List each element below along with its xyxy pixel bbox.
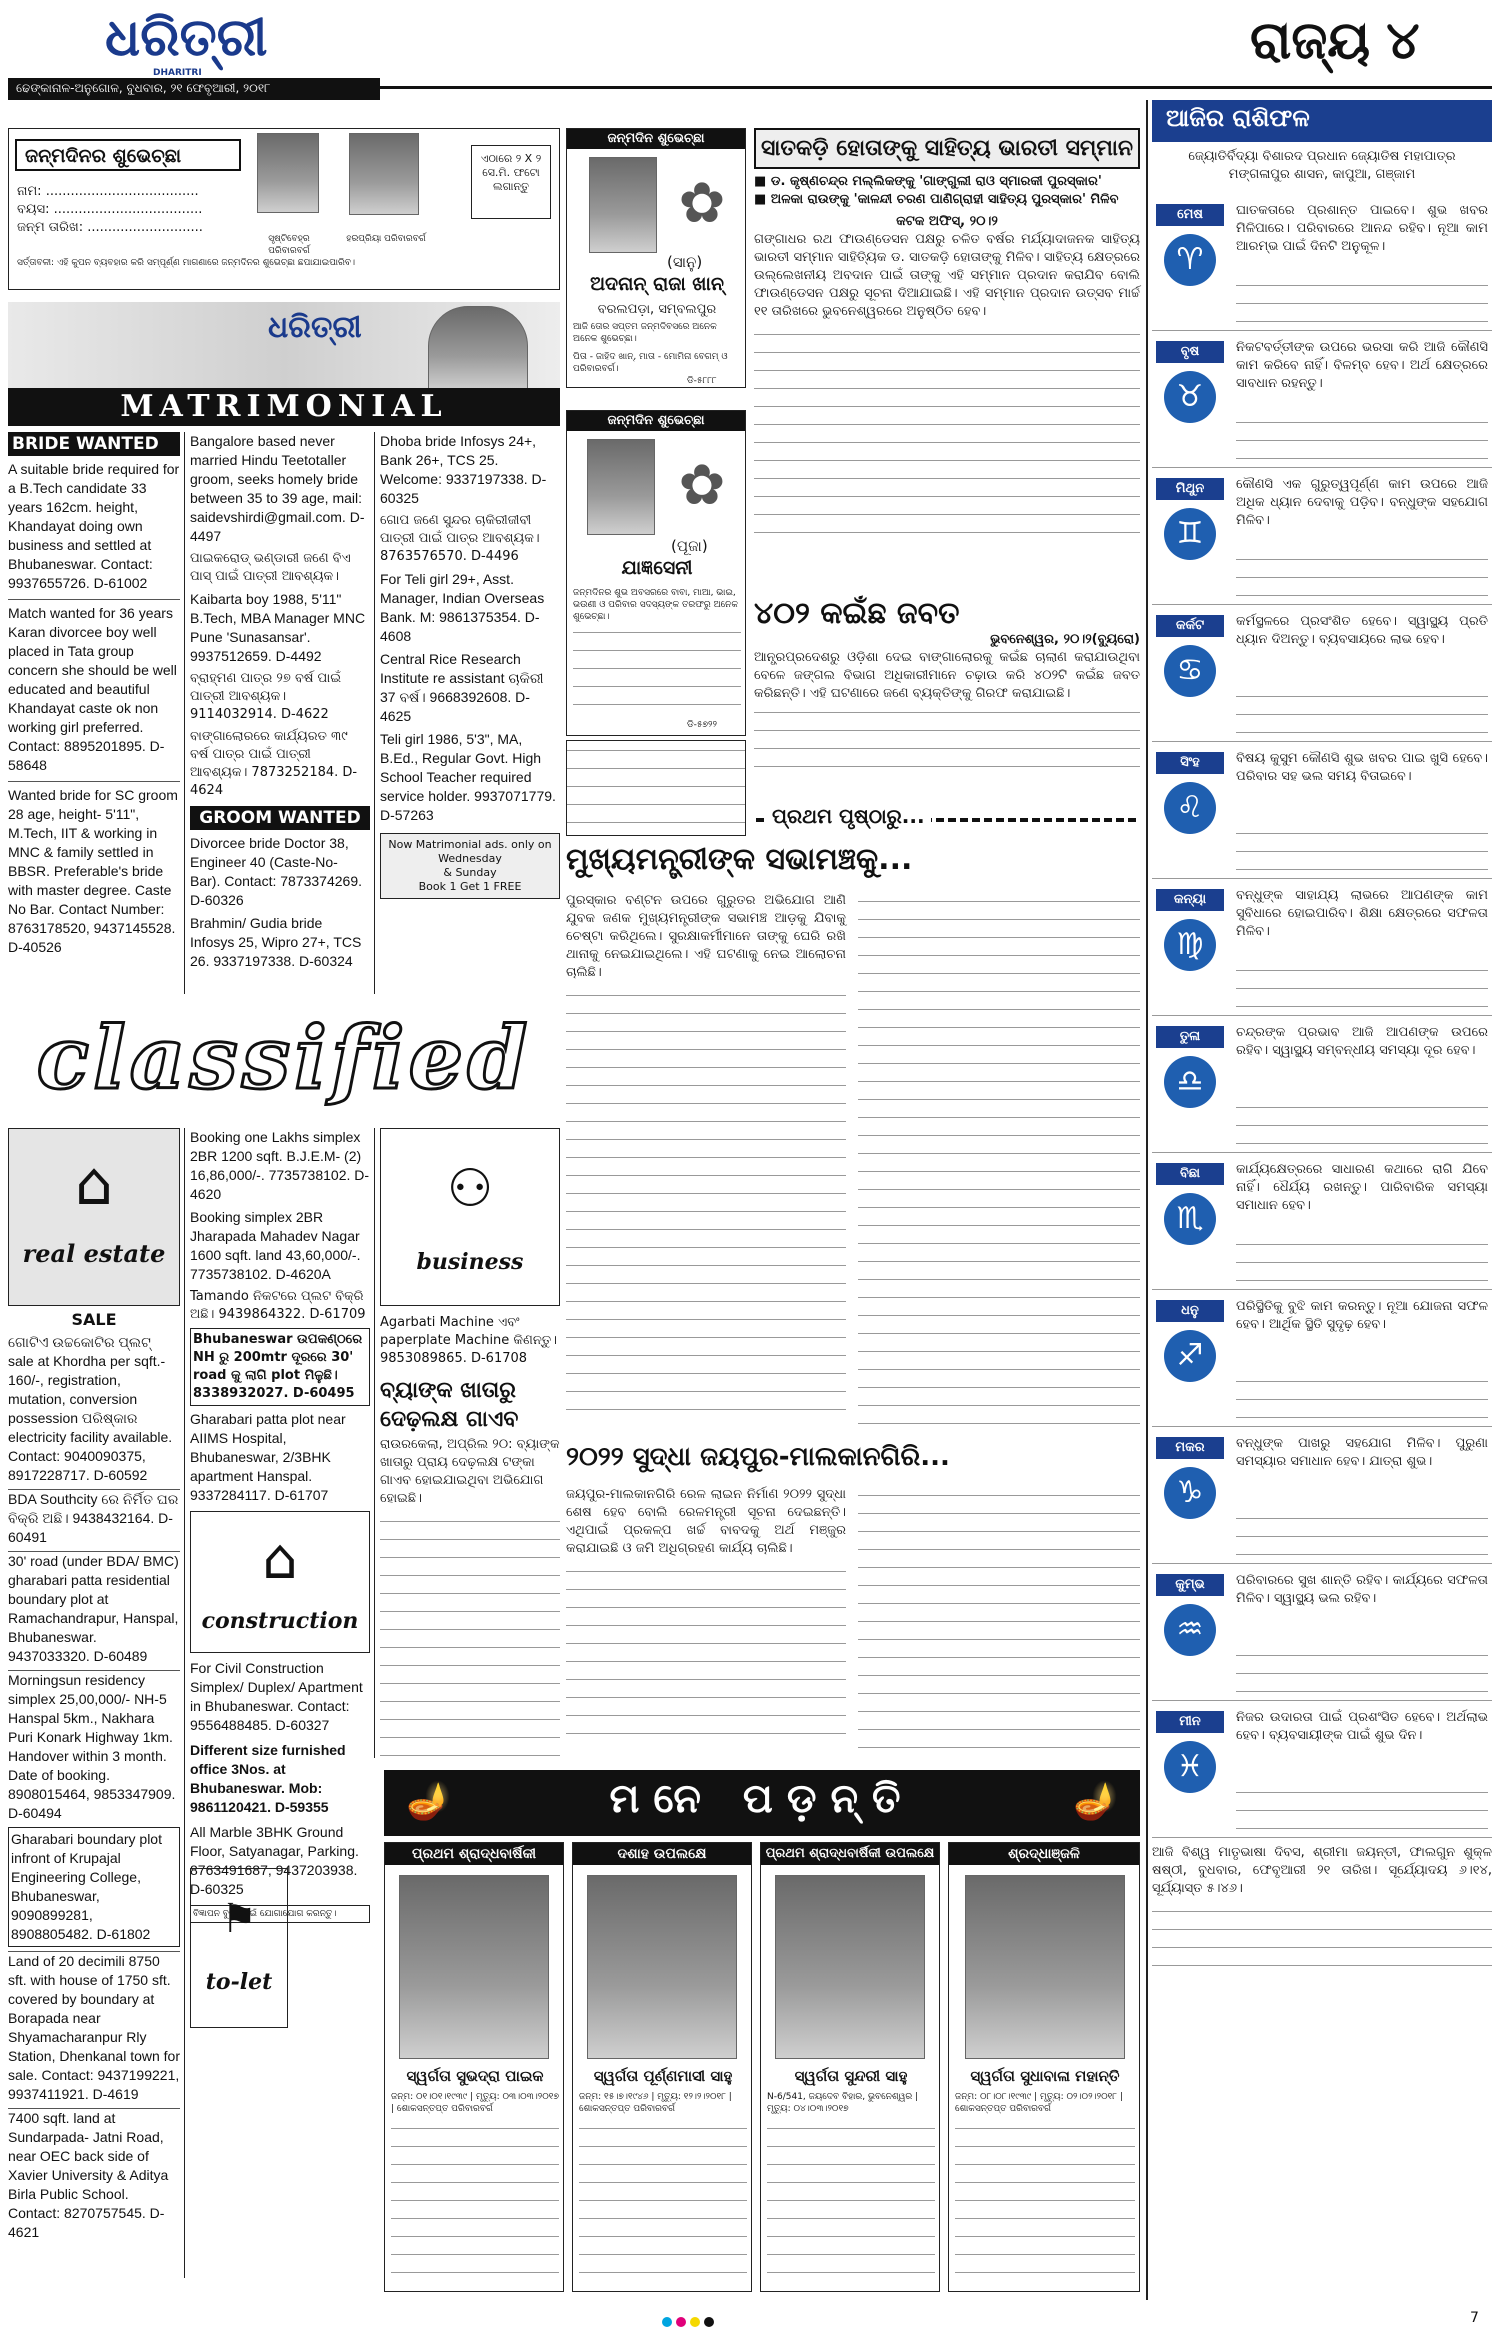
obituary-detail: ଜନ୍ମ: ୧୫।୭।୧୯୪୬ | ମୃତ୍ୟୁ: ୧୨।୨।୨୦୧୮ | ଶୋକସନ୍ତପ୍ତ ପରିବାରବର୍ଗ <box>579 2092 732 2114</box>
zodiac-entry <box>1152 1153 1492 1290</box>
groom-wanted-heading: GROOM WANTED <box>190 806 370 830</box>
zodiac-prediction: ଘାତକତାରେ ପ୍ରଶାନ୍ତ ପାଇବେ। ଶୁଭ ଖବର ମିଳିପାରେ। ପରିବାରରେ ଆନନ୍ଦ ରହିବ। ନୂଆ କାମ ଆରମ୍ଭ ପାଇଁ ଦିନଟି ଅନୁକୂଳ। <box>1236 203 1488 254</box>
birthday-photo-2-caption: ହରପ୍ରିୟା ପରିବାରବର୍ଗ <box>346 234 426 244</box>
zodiac-prediction: ବନ୍ଧୁଙ୍କ ପାଖରୁ ସହଯୋଗ ମିଳିବ। ପୁରୁଣା ସମସ୍ୟାର ସମାଧାନ ହେବ। ଯାତ୍ରା ଶୁଭ। <box>1236 1436 1488 1469</box>
matrimonial-ad: ବ୍ରାହ୍ମଣ ପାତ୍ର ୨୭ ବର୍ଷ ପାଇଁ ପାତ୍ରୀ ଆବଶ୍ୟକ। 9114032914. D-4622 <box>190 671 342 722</box>
yellow-mark <box>690 2317 700 2327</box>
house-icon: ⌂ <box>74 1149 114 1219</box>
lead-body-text-block <box>754 325 1140 545</box>
zodiac-text-block <box>1236 1509 1488 1555</box>
logo-subtext: DHARITRI <box>153 68 202 78</box>
birthday-photo-1 <box>257 133 319 213</box>
zodiac-symbol-icon: ♎ <box>1164 1056 1216 1108</box>
matrimonial-banner-art <box>8 302 560 426</box>
column-rule <box>374 1128 375 1758</box>
business-graphic <box>380 1128 560 1306</box>
child-place-1: ବରଲପଡ଼ା, ସମ୍ବଲପୁର <box>597 302 717 317</box>
flower-icon: ✿ <box>678 171 726 236</box>
column-rule <box>184 1128 185 2278</box>
obituary-card-header: ପ୍ରଥମ ଶ୍ରାଦ୍ଧବାର୍ଷିକୀ <box>385 1843 563 1865</box>
zodiac-text-block <box>1236 276 1488 322</box>
classified-ad: Gharabari patta plot near AIIMS Hospital, Bhubaneswar, 2/3BHK apartment Hanspal. 9337284117. D-61707 <box>190 1411 346 1503</box>
magenta-mark <box>676 2317 686 2327</box>
matrimonial-ad: ଗୋପ ଜଣେ ସୁନ୍ଦର ଚାକିରୀଜୀବୀ ପାତ୍ରୀ ପାଇଁ ପାତ୍ର ଆବଶ୍ୟକ। 8763576570. D-4496 <box>380 513 540 564</box>
obituary-text-block <box>579 2119 747 2279</box>
zodiac-symbol-icon: ♒ <box>1164 1604 1216 1656</box>
zodiac-name: ବିଛା <box>1156 1163 1224 1185</box>
zodiac-name: ତୁଳା <box>1156 1026 1224 1048</box>
matrimonial-logo: ଧରିତ୍ରୀ <box>268 310 362 345</box>
obituary-detail: ଜନ୍ମ: ୦୧।୦୧।୧୯୩୯ | ମୃତ୍ୟୁ: ୦୩।୦୩।୨୦୧୭ | ଶୋକସନ୍ତପ୍ତ ପରିବାରବର୍ଗ <box>391 2092 559 2114</box>
lead-bullet-1-text: ଡ. କୃଷ୍ଣଚନ୍ଦ୍ର ମଲ୍ଲିକଙ୍କୁ 'ଗାଙ୍ଗୁଲୀ ରାଓ ସ୍ମାରକୀ ପୁରସ୍କାର' <box>770 174 1102 189</box>
to-let-sign-icon: ⚑ <box>221 1896 257 1942</box>
turtle-headline: ୪୦୨ କଇଁଛ ଜବତ <box>754 596 960 631</box>
photo-placeholder-note: ଏଠାରେ ୨ X ୨ ସେ.ମି. ଫଟୋ ଲଗାନ୍ତୁ <box>471 145 551 219</box>
matrimonial-ad: ପାଇକରୋଡ୍ ଭଣ୍ଡାରୀ ଜଣେ ବିଏ ପାସ୍ ପାଇଁ ପାତ୍ରୀ ଆବଶ୍ୟକ। <box>190 551 351 584</box>
column-rule <box>374 432 375 994</box>
zodiac-symbol-icon: ♉ <box>1164 371 1216 423</box>
obituary-detail: N-6/541, ଜୟଦେବ ବିହାର, ଭୁବନେଶ୍ୱର | ମୃତ୍ୟୁ: ୦୪।୦୩।୨୦୧୭ <box>767 2092 919 2114</box>
classified-ad: Gharabari boundary plot infront of Krupajal Engineering College, Bhubaneswar, 9090899281, 8908805482. D-61802 <box>8 1827 180 1947</box>
matrimonial-ad: Divorcee bride Doctor 38, Engineer 40 (Caste-No- Bar). Contact: 7873374269. D-60326 <box>190 835 363 908</box>
matrimonial-ad: Central Rice Research Institute re assistant ଚାକିରୀ 37 ବର୍ଷ। 9668392608. D-4625 <box>380 651 544 724</box>
continuation-label: ପ୍ରଥମ ପୃଷ୍ଠାରୁ... <box>766 804 931 828</box>
lead-byline: କଟକ ଅଫିସ୍, ୨୦।୨ <box>896 214 998 229</box>
bank-story-title: ବ୍ୟାଙ୍କ ଖାତାରୁ <box>380 1378 516 1403</box>
zodiac-entry <box>1152 605 1492 742</box>
zodiac-prediction: ପରିସ୍ଥିତିକୁ ବୁଝି କାମ କରନ୍ତୁ। ନୂଆ ଯୋଜନା ସଫଳ ହେବ। ଆର୍ଥିକ ସ୍ଥିତି ସୁଦୃଢ଼ ହେବ। <box>1236 1299 1488 1332</box>
section-title <box>1250 10 1490 80</box>
continuation-text-block <box>566 986 846 1426</box>
form-field-age[interactable]: ବୟସ: .................................... <box>17 202 203 217</box>
bride-wanted-heading: BRIDE WANTED <box>8 432 180 456</box>
birthday-wish-2-heading: ଜନ୍ମଦିନ ଶୁଭେଚ୍ଛା <box>567 411 745 431</box>
child-nickname-2: (ପୂଜା) <box>671 537 708 555</box>
zodiac-entry <box>1152 1564 1492 1701</box>
matrimonial-col-2 <box>190 432 370 994</box>
form-field-dob[interactable]: ଜନ୍ମ ତାରିଖ: ............................ <box>17 220 203 235</box>
zodiac-entry <box>1152 1016 1492 1153</box>
zodiac-symbol-icon: ♍ <box>1164 919 1216 971</box>
turtle-byline: ଭୁବନେଶ୍ୱର, ୨୦।୨(ବ୍ୟୁରୋ) <box>990 632 1140 647</box>
child-photo-1 <box>589 157 657 253</box>
zodiac-name: ଧନୁ <box>1156 1300 1224 1322</box>
zodiac-symbol-icon: ♓ <box>1164 1741 1216 1793</box>
zodiac-name: କନ୍ୟା <box>1156 889 1224 911</box>
birthday-wish-1-from: ପିତା - ଜାହିଦ ଖାନ୍, ମାତା - ମୋମିନା ବେଗମ୍ ଓ ପରିବାରବର୍ଗ। <box>573 352 728 374</box>
classified-ad: 7400 sqft. land at Sundarpada- Jatni Road, near OEC back side of Xavier University & Aditya Birla Public School. Contact: 8270757545. D-4621 <box>8 2108 180 2242</box>
promo-line: Wednesday <box>438 852 502 865</box>
obituary-banner-title: ମନେ ପଡ଼ନ୍ତି <box>609 1776 915 1822</box>
child-name-1: ଅଦନାନ୍ ରାଜା ଖାନ୍ <box>590 273 724 295</box>
black-mark <box>704 2317 714 2327</box>
birthday-photo-1-caption: ସୃଷ୍ଟିବେହ୍ର ପରିବାରବର୍ଗ <box>268 234 310 256</box>
classified-ad: BDA Southcity ରେ ନିର୍ମିତ ଘର ବିକ୍ରି ଅଛି। 9438432164. D-60491 <box>8 1491 179 1545</box>
classified-ad: Different size furnished office 3Nos. at Bhubaneswar. Mob: 9861120421. D-59355 <box>190 1742 346 1815</box>
zodiac-text-block <box>1236 1098 1488 1144</box>
zodiac-text-block <box>1236 1372 1488 1418</box>
lead-bullet-1: ■ ଡ. କୃଷ୍ଣଚନ୍ଦ୍ର ମଲ୍ଲିକଙ୍କୁ 'ଗାଙ୍ଗୁଲୀ ରାଓ ସ୍ମାରକୀ ପୁରସ୍କାର' <box>754 174 1102 189</box>
zodiac-symbol-icon: ♈ <box>1164 234 1216 286</box>
bride-image <box>428 306 528 390</box>
masthead-logo <box>105 8 275 80</box>
obituary-text-block <box>955 2119 1135 2279</box>
continuation-headline: ମୁଖ୍ୟମନ୍ତ୍ରୀଙ୍କ ସଭାମଞ୍ଚକୁ... <box>566 842 913 877</box>
bank-story-subtitle: ଦେଢ଼ଲକ୍ଷ ଗାଏବ <box>380 1407 519 1432</box>
classified-ad: Tamando ନିକଟରେ ପ୍ଲଟ ବିକ୍ରି ଅଛି। 9439864322. D-61709 <box>190 1289 366 1322</box>
sale-heading: SALE <box>71 1310 117 1329</box>
turtle-body: ଆନ୍ଧ୍ରପ୍ରଦେଶରୁ ଓଡ଼ିଶା ଦେଇ ବାଙ୍ଗାଲୋରକୁ କଇଁଛ ଚାଲାଣ କରାଯାଉଥିବା ବେଳେ ଜଙ୍ଗଲ ବିଭାଗ ଅଧିକାରୀମାନେ ଚଢ଼ାଉ କରି ୪୦୨ଟି କଇଁଛ ଜବତ କରିଛନ୍ତି। ଏହି ଘଟଣାରେ ଜଣେ ବ୍ୟକ୍ତିଙ୍କୁ ଗିରଫ କରାଯାଇଛି। <box>754 650 1140 701</box>
zodiac-prediction: କୌଣସି ଏକ ଗୁରୁତ୍ୱପୂର୍ଣ୍ଣ କାମ ଉପରେ ଆଜି ଅଧିକ ଧ୍ୟାନ ଦେବାକୁ ପଡ଼ିବ। ବନ୍ଧୁଙ୍କ ସହଯୋଗ ମିଳିବ। <box>1236 477 1488 528</box>
zodiac-entry <box>1152 879 1492 1016</box>
obituary-name: ସ୍ୱର୍ଗତା ସୁଭଦ୍ରା ପାଇକ <box>406 2067 544 2085</box>
matrimonial-ad: ବାଙ୍ଗାଲୋରରେ କାର୍ଯ୍ୟରତ ୩୯ ବର୍ଷ ପାତ୍ର ପାଇଁ ପାତ୍ରୀ ଆବଶ୍ୟକ। 7873252184. D-4624 <box>190 729 358 798</box>
lead-headline: ସାତକଡ଼ି ହୋତାଙ୍କୁ ସାହିତ୍ୟ ଭାରତୀ ସମ୍ମାନ <box>754 128 1140 169</box>
ad-code: ଡି-୫୮୮୮ <box>687 376 717 386</box>
matrimonial-col-1 <box>8 432 180 994</box>
matrimonial-ad: Wanted bride for SC groom 28 age, height- 5'11", M.Tech, IIT & working in MNC & family settled in BBSR. Preferable's bride with master degree. Caste No Bar. Contact Number: 8763178520, 9437145528. D-40526 <box>8 781 180 957</box>
zodiac-prediction: ନିକଟବର୍ତ୍ତୀଙ୍କ ଉପରେ ଭରସା କରି ଆଜି କୌଣସି କାମ କରିବେ ନାହିଁ। ବିଳମ୍ବ ହେବ। ଅର୍ଥ କ୍ଷେତ୍ରରେ ସାବଧାନ ରହନ୍ତୁ। <box>1236 340 1488 391</box>
classified-col-2 <box>190 1128 370 2298</box>
horoscope-subtitle: ଜ୍ୟୋତିର୍ବିଦ୍ୟା ବିଶାରଦ ପ୍ରଧାନ ଜ୍ୟୋତିଷ ମହାପାତ୍ର ମଙ୍ଗଳାପୁର ଶାସନ, କାପୁଆ, ଗଞ୍ଜାମ <box>1188 149 1456 182</box>
matrimonial-ad: Teli girl 1986, 5'3", MA, B.Ed., Regular Govt. High School Teacher required service holder. 9937071779. D-57263 <box>380 731 556 823</box>
zodiac-text-block <box>1236 550 1488 596</box>
classified-ad: Booking one Lakhs simplex 2BR 1200 sqft. B.J.E.M- (2) 16,86,000/-. 7735738102. D-4620 <box>190 1129 370 1202</box>
turtle-story <box>754 596 1140 796</box>
obituary-photo <box>587 1875 737 2059</box>
house-outline-icon: ⌂ <box>262 1527 298 1592</box>
horoscope-title: ଆଜିର ରାଶିଫଳ <box>1152 100 1492 142</box>
obituary-detail: ଜନ୍ମ: ୦୮।୦୮।୧୯୩୯ | ମୃତ୍ୟୁ: ୦୨।୦୨।୨୦୧୮ | ଶୋକସନ୍ତପ୍ତ ପରିବାରବର୍ଗ <box>955 2092 1123 2114</box>
lamp-icon: 🪔 <box>1073 1781 1118 1822</box>
construction-label: construction <box>201 1608 359 1634</box>
matrimonial-ad: A suitable bride required for a B.Tech candidate 33 years 162cm. height, Khandayat doing own business and settled at Bhubaneswar. Contact: 9937655726. D-61002 <box>8 461 180 591</box>
railway-col-1 <box>566 1486 846 1756</box>
obituary-name: ସ୍ୱର୍ଗତା ପୂର୍ଣ୍ଣମାସୀ ସାହୁ <box>593 2067 733 2085</box>
zodiac-prediction: ପରିବାରରେ ସୁଖ ଶାନ୍ତି ରହିବ। କାର୍ଯ୍ୟରେ ସଫଳତା ମିଳିବ। ସ୍ୱାସ୍ଥ୍ୟ ଭଲ ରହିବ। <box>1236 1573 1488 1606</box>
zodiac-prediction: ନିଜର ଉଦାରତା ପାଇଁ ପ୍ରଶଂସିତ ହେବେ। ଅର୍ଥଲାଭ ହେବ। ବ୍ୟବସାୟୀଙ୍କ ପାଇଁ ଶୁଭ ଦିନ। <box>1236 1710 1488 1743</box>
section-page-number: ୪ <box>1386 10 1420 71</box>
classified-ad: Land of 20 decimili 8750 sft. with house of 1750 sft. covered by boundary at Borapada near Shyamacharanpur Rly Station, Dhenkanal town for sale. Contact: 9437199221, 9937411921. D-4619 <box>8 1953 180 2102</box>
zodiac-entry <box>1152 468 1492 605</box>
dateline: ଢେଙ୍କାନାଳ-ଅନୁଗୋଳ, ବୁଧବାର, ୨୧ ଫେବୃଆରୀ, ୨୦୧୮ <box>8 78 380 100</box>
lamp-icon: 🪔 <box>406 1781 451 1822</box>
zodiac-text-block <box>1236 1646 1488 1692</box>
child-name-2: ଯାଜ୍ଞସେନୀ <box>621 557 693 579</box>
zodiac-entry <box>1152 1427 1492 1564</box>
zodiac-name: ମୀନ <box>1156 1711 1224 1733</box>
zodiac-entry <box>1152 194 1492 331</box>
promo-line: Now Matrimonial ads. only on <box>388 838 552 851</box>
zodiac-name: ସିଂହ <box>1156 752 1224 774</box>
classified-ad: All Marble 3BHK Ground Floor, Satyanagar, Parking. 8763491687, 9437203938. D-60325 <box>190 1824 359 1897</box>
railway-headline: ୨୦୨୨ ସୁଦ୍ଧା ଜୟପୁର-ମାଲକାନଗିରି... <box>566 1442 950 1472</box>
bank-story-body: ରାଉରକେଲା, ଅପ୍ରିଲ ୨୦: ବ୍ୟାଙ୍କ ଖାତାରୁ ପ୍ରାୟ ଦେଢ଼ଲକ୍ଷ ଟଙ୍କା ଗାଏବ ହୋଇଯାଇଥିବା ଅଭିଯୋଗ ହୋଇଛି। <box>380 1437 560 1506</box>
classified-ad: Morningsun residency simplex 25,00,000/- NH-5 Hanspal 5km., Nakhara Puri Konark Highway 1km. Handover within 3 month. Date of booking. 8908015464, 9853347909. D-60494 <box>8 1670 180 1823</box>
matrimonial-ad: Dhoba bride Infosys 24+, Bank 26+, TCS 25. Welcome: 9337197338. D-60325 <box>380 433 547 506</box>
zodiac-prediction: ଚନ୍ଦ୍ରଙ୍କ ପ୍ରଭାବ ଆଜି ଆପଣଙ୍କ ଉପରେ ରହିବ। ସ୍ୱାସ୍ଥ୍ୟ ସମ୍ବନ୍ଧୀୟ ସମସ୍ୟା ଦୂର ହେବ। <box>1236 1025 1488 1058</box>
business-label: business <box>416 1249 524 1275</box>
zodiac-name: ମକର <box>1156 1437 1224 1459</box>
birthday-wish-2 <box>566 410 746 736</box>
classified-ad: 30' road (under BDA/ BMC) gharabari patta residential boundary plot at Ramachandrapur, Hanspal, Bhubaneswar. 9437033320. D-60489 <box>8 1553 179 1664</box>
classified-col-1 <box>8 1128 180 2298</box>
section-name: ରାଜ୍ୟ <box>1250 10 1371 71</box>
zodiac-text-block <box>1236 961 1488 1007</box>
child-nickname-1: (ସାନୁ) <box>667 253 703 271</box>
obituary-card <box>760 1842 940 2292</box>
obituary-card-header: ପ୍ରଥମ ଶ୍ରାଦ୍ଧବାର୍ଷିକୀ ଉପଲକ୍ଷେ <box>761 1843 939 1865</box>
obituary-name: ସ୍ୱର୍ଗତା ସୁନ୍ଦରୀ ସାହୁ <box>794 2067 908 2085</box>
matrimonial-ad: For Teli girl 29+, Asst. Manager, Indian Overseas Bank. M: 9861375354. D-4608 <box>380 571 545 644</box>
column-rule <box>184 432 185 994</box>
classified-ad: Agarbati Machine ଏବଂ paperplate Machine କିଣନ୍ତୁ। 9853089865. D-61708 <box>380 1315 557 1366</box>
birthday-coupon-title: ଜନ୍ମଦିନର ଶୁଭେଚ୍ଛା <box>15 139 241 171</box>
matrimonial-ad: Match wanted for 36 years Karan divorcee boy well placed in Tata group concern she should be well educated and beautiful Khandayat caste ok non working girl preferred. Contact: 8895201895. D-58648 <box>8 599 180 775</box>
matrimonial-promo <box>380 833 560 899</box>
zodiac-name: ମେଷ <box>1156 204 1224 226</box>
horoscope-panel <box>1152 100 1492 2300</box>
railway-text-block <box>566 1562 846 1742</box>
zodiac-text-block <box>1236 413 1488 459</box>
cyan-mark <box>662 2317 672 2327</box>
promo-line: Book 1 Get 1 FREE <box>418 880 522 893</box>
zodiac-entry <box>1152 331 1492 468</box>
matrimonial-ad: Bangalore based never married Hindu Teetotaller groom, seeks homely bride between 35 to 39 age, mail: saidevshirdi@gmail.com. D-4497 <box>190 433 365 544</box>
construction-graphic <box>190 1511 370 1653</box>
zodiac-text-block <box>1236 1783 1488 1829</box>
matrimonial-banner: MATRIMONIAL <box>8 388 560 426</box>
continuation-col-1 <box>566 892 846 1432</box>
turtle-body-text-block <box>754 703 1140 773</box>
obituary-card <box>572 1842 752 2292</box>
continuation-label-bar <box>566 804 1140 836</box>
matrimonial-ad: Brahmin/ Gudia bride Infosys 25, Wipro 27+, TCS 26. 9337197338. D-60324 <box>190 915 362 969</box>
obituary-name: ସ୍ୱର୍ଗତା ସୁଧାବାଳା ମହାନ୍ତି <box>970 2067 1120 2085</box>
zodiac-prediction: ବିଷୟ କୁସୁମ କୌଣସି ଶୁଭ ଖବର ପାଇ ଖୁସି ହେବେ। ପରିବାର ସହ ଭଲ ସମୟ ବିତାଇବେ। <box>1236 751 1488 784</box>
zodiac-symbol-icon: ♐ <box>1164 1330 1216 1382</box>
birthday-form <box>17 183 245 237</box>
obituary-card-header: ଦଶାହ ଉପଲକ୍ଷେ <box>573 1843 751 1865</box>
zodiac-entry <box>1152 1290 1492 1427</box>
birthday-wish-1 <box>566 128 746 388</box>
classified-footer: ବିଜ୍ଞାପନ ବୁକିଂ ପାଇଁ ଯୋଗାଯୋଗ କରନ୍ତୁ। <box>190 1905 370 1923</box>
obituary-text-block <box>767 2119 935 2279</box>
lead-body: ଗଙ୍ଗାଧର ରଥ ଫାଉଣ୍ଡେସନ ପକ୍ଷରୁ ଚଳିତ ବର୍ଷର ମର୍ଯ୍ୟାଦାଜନକ ସାହିତ୍ୟ ଭାରତୀ ସମ୍ମାନ ସାହିତ୍ୟିକ ଡ. ସାତକଡ଼ି ହୋତାଙ୍କୁ ମିଳିବ। ସାହିତ୍ୟ କ୍ଷେତ୍ରରେ ଉଲ୍ଲେଖନୀୟ ଅବଦାନ ପାଇଁ ତାଙ୍କୁ ଏହି ସମ୍ମାନ ପ୍ରଦାନ କରାଯିବ ବୋଲି ଫାଉଣ୍ଡେସନ ପକ୍ଷରୁ ସୂଚନା ଦିଆଯାଇଛି। ଏହି ସମ୍ମାନ ପ୍ରଦାନ ଉତ୍ସବ ମାର୍ଚ୍ଚ ୧୧ ତାରିଖରେ ଭୁବନେଶ୍ୱରରେ ଅନୁଷ୍ଠିତ ହେବ। <box>754 232 1140 319</box>
obituary-photo <box>965 1875 1125 2059</box>
zodiac-entry <box>1152 1701 1492 1838</box>
obituary-card-header: ଶ୍ରଦ୍ଧାଞ୍ଜଳି <box>949 1843 1139 1865</box>
lead-bullet-2-text: ଅଳକା ରାଉଙ୍କୁ 'କାଳନ୍ଦୀ ଚରଣ ପାଣିଗ୍ରାହୀ ସାହିତ୍ୟ ପୁରସ୍କାର' ମିଳିବ <box>770 192 1119 207</box>
zodiac-list <box>1152 194 1492 1838</box>
birthday-wish-2-text: ଜନ୍ମଦିନର ଶୁଭ ଅବସରରେ ବାବା, ମାଆ, ଭାଇ, ଭଉଣୀ ଓ ପରିବାର ସଦସ୍ୟଙ୍କ ତରଫରୁ ଅନେକ ଶୁଭେଚ୍ଛା। <box>573 588 739 622</box>
zodiac-prediction: କାର୍ଯ୍ୟକ୍ଷେତ୍ରରେ ସାଧାରଣ କଥାରେ ରାଗି ଯିବେ ନାହିଁ। ଧୈର୍ଯ୍ୟ ରଖନ୍ତୁ। ପାରିବାରିକ ସମସ୍ୟା ସମାଧାନ ହେବ। <box>1236 1162 1488 1213</box>
column-rule <box>1146 100 1148 2300</box>
obituary-text-block <box>391 2119 559 2279</box>
lead-bullet-2: ■ ଅଳକା ରାଉଙ୍କୁ 'କାଳନ୍ଦୀ ଚରଣ ପାଣିଗ୍ରାହୀ ସାହିତ୍ୟ ପୁରସ୍କାର' ମିଳିବ <box>754 192 1119 207</box>
lead-story <box>754 128 1140 588</box>
continuation-body: ପୁରସ୍କାର ବଣ୍ଟନ ଉପରେ ଗୁରୁତର ଅଭିଯୋଗ ଆଣି ଯୁବକ ଜଣକ ମୁଖ୍ୟମନ୍ତ୍ରୀଙ୍କ ସଭାମଞ୍ଚ ଆଡ଼କୁ ଯିବାକୁ ଚେଷ୍ଟା କରିଥିଲେ। ସୁରକ୍ଷାକର୍ମୀମାନେ ତାଙ୍କୁ ଘେରି ରଖି ଥାନାକୁ ନେଇଯାଇଥିଲେ। ଏହି ଘଟଣାକୁ ନେଇ ଆଲୋଚନା ଚାଲିଛି। <box>566 893 846 980</box>
form-field-name[interactable]: ନାମ: ..................................... <box>17 184 199 199</box>
promo-line: & Sunday <box>443 866 497 879</box>
classified-col-3 <box>380 1128 560 1758</box>
matrimonial-col-3 <box>380 432 560 994</box>
obituary-card <box>384 1842 564 2292</box>
zodiac-text-block <box>1236 687 1488 733</box>
zodiac-text-block <box>1236 1235 1488 1281</box>
obituary-card <box>948 1842 1140 2292</box>
zodiac-name: କର୍କଟ <box>1156 615 1224 637</box>
ad-code: ଡି-୫୭୨୨ <box>687 720 718 730</box>
birthday-photo-2 <box>349 133 419 215</box>
obituary-banner <box>384 1770 1140 1836</box>
bank-story-text-block <box>380 1512 560 1772</box>
obituary-photo <box>399 1875 549 2059</box>
zodiac-symbol-icon: ♑ <box>1164 1467 1216 1519</box>
continuation-col-2 <box>858 892 1140 1432</box>
birthday-wish-2-text-block <box>573 623 741 713</box>
classified-ad: For Civil Construction Simplex/ Duplex/ Apartment in Bhubaneswar. Contact: 9556488485. D-60327 <box>190 1660 363 1733</box>
to-let-label: to-let <box>205 1969 273 1995</box>
zodiac-prediction: ବନ୍ଧୁଙ୍କ ସାହାଯ୍ୟ ଲାଭରେ ଆପଣଙ୍କ କାମ ସୁବିଧାରେ ହୋଇପାରିବ। ଶିକ୍ଷା କ୍ଷେତ୍ରରେ ସଫଳତା ମିଳିବ। <box>1236 888 1488 939</box>
almanac-text: ଆଜି ବିଶ୍ୱ ମାତୃଭାଷା ଦିବସ, ଶ୍ରୀମା ଜୟନ୍ତୀ, ଫାଲଗୁନ ଶୁକ୍ଳ ଷଷ୍ଠୀ, ବୁଧବାର, ଫେବୃଆରୀ ୨୧ ତାରିଖ। ସୂର୍ଯ୍ୟୋଦୟ ୬।୧୪, ସୂର୍ଯ୍ୟାସ୍ତ ୫।୪୬। <box>1152 1845 1492 1896</box>
child-photo-2 <box>587 439 655 535</box>
real-estate-label: real estate <box>22 1239 166 1268</box>
birthday-wish-1-heading: ଜନ୍ମଦିନ ଶୁଭେଚ୍ଛା <box>567 129 745 149</box>
to-let-graphic <box>190 1868 288 2028</box>
zodiac-symbol-icon: ♌ <box>1164 782 1216 834</box>
logo-text: ଧରିତ୍ରୀ <box>105 7 268 68</box>
zodiac-symbol-icon: ♋ <box>1164 645 1216 697</box>
zodiac-name: ବୃଷ <box>1156 341 1224 363</box>
classified-ad: Booking simplex 2BR Jharapada Mahadev Nagar 1600 sqft. land 43,60,000/-. 7735738102. D-4620A <box>190 1209 361 1282</box>
railway-body: ଜୟପୁର-ମାଲକାନଗିରି ରେଳ ଲାଇନ ନିର୍ମାଣ ୨୦୨୨ ସୁଦ୍ଧା ଶେଷ ହେବ ବୋଲି ରେଳମନ୍ତ୍ରୀ ସୂଚନା ଦେଇଛନ୍ତି। ଏଥିପାଇଁ ପ୍ରକଳ୍ପ ଖର୍ଚ୍ଚ ବାବଦକୁ ଅର୍ଥ ମଞ୍ଜୁର କରାଯାଇଛି ଓ ଜମି ଅଧିଗ୍ରହଣ କାର୍ଯ୍ୟ ଚାଲିଛି। <box>566 1487 846 1556</box>
almanac-text-block <box>1152 1902 1492 1982</box>
birthday-wish-1-text: ଆଜି ତୋର ସପ୍ତମ ଜନ୍ମଦିବସରେ ଅନେକ ଅନେକ ଶୁଭେଚ୍ଛା। <box>573 322 717 344</box>
railway-col-2 <box>858 1486 1140 1756</box>
classified-banner: classified <box>36 1008 532 1109</box>
classified-ad: Bhubaneswar ଉପକଣ୍ଠରେ NH ରୁ 200mtr ଦୂରରେ 30' road କୁ ଲାଗି plot ମିଳୁଛି। 8338932027. D-60495 <box>190 1328 370 1406</box>
page-number: 7 <box>1470 2310 1479 2326</box>
zodiac-name: କୁମ୍ଭ <box>1156 1574 1224 1596</box>
zodiac-text-block <box>1236 824 1488 870</box>
registration-marks <box>660 2312 780 2326</box>
classified-ad: ଗୋଟିଏ ଉଚ୍ଚକୋଟିର ପ୍ଲଟ୍ sale at Khordha per sqft.- 160/-, registration, mutation, conversion possession ପରିଷ୍କାର electricity facility available. Contact: 9040090375, 8917228717. D-60592 <box>8 1334 173 1483</box>
flower-icon: ✿ <box>678 453 726 518</box>
top-rule <box>380 86 1492 89</box>
business-people-icon: ⚇ <box>446 1159 494 1219</box>
zodiac-prediction: କର୍ମସ୍ଥଳରେ ପ୍ରସଂଶିତ ହେବେ। ସ୍ୱାସ୍ଥ୍ୟ ପ୍ରତି ଧ୍ୟାନ ଦିଅନ୍ତୁ। ବ୍ୟବସାୟରେ ଲାଭ ହେବ। <box>1236 614 1488 647</box>
birthday-coupon <box>8 128 560 290</box>
zodiac-entry <box>1152 742 1492 879</box>
obituary-photo <box>775 1875 925 2059</box>
birthday-coupon-footer: ସର୍ତ୍ତାବଳୀ: ଏହି କୁପନ ବ୍ୟବହାର କରି ସମ୍ପୂର୍ଣ୍ଣ ମାଗଣାରେ ଜନ୍ମଦିନର ଶୁଭେଚ୍ଛା ଛପାଯାଇପାରିବ। <box>17 258 356 268</box>
real-estate-graphic <box>8 1128 180 1306</box>
zodiac-name: ମିଥୁନ <box>1156 478 1224 500</box>
zodiac-symbol-icon: ♊ <box>1164 508 1216 560</box>
zodiac-symbol-icon: ♏ <box>1164 1193 1216 1245</box>
matrimonial-ad: Kaibarta boy 1988, 5'11" B.Tech, MBA Manager MNC Pune 'Sunasansar'. 9937512659. D-4492 <box>190 591 366 664</box>
